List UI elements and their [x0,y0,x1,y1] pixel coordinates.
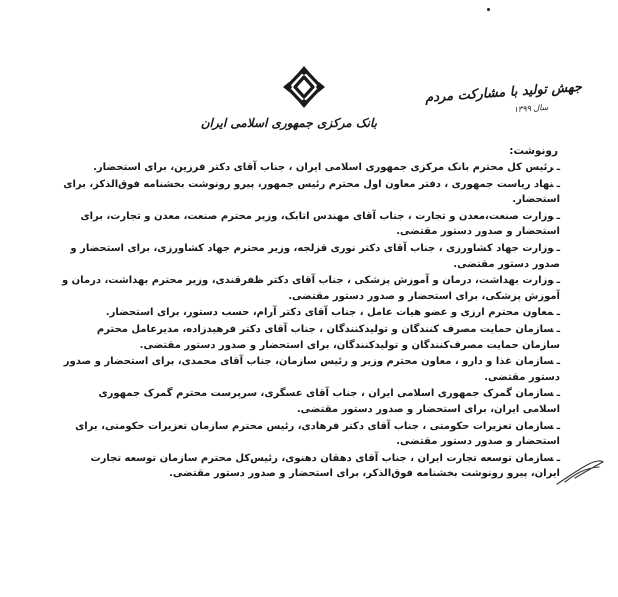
slogan-year: سال ۱۳۹۹ [513,102,549,115]
list-item: ـسازمان گمرک جمهوری اسلامی ایران ، جناب آقای عسگری، سرپرست محترم گمرک جمهوری اسلامی ایران، برای استحضار و صدور دستور مقتضی. [98,388,560,415]
cc-title: رونوشت: [509,145,558,157]
central-bank-logo-icon [283,66,325,112]
recipients-list [60,160,560,483]
list-item: ـوزارت صنعت،معدن و تجارت ، جناب آقای مهندس اتابک، وزیر محترم صنعت، معدن و تجارت، برای استحضار و صدور دستور مقتضی. [80,210,560,238]
list-item: ـرئیس کل محترم بانک مرکزی جمهوری اسلامی ایران ، جناب آقای دکتر فرزین، برای استحضار. [93,162,560,173]
list-item: ـوزارت بهداشت، درمان و آموزش پزشکی ، جناب آقای دکتر ظفرقندی، وزیر محترم بهداشت، درمان و آموزش پزشکی، برای استحضار و صدور دستور مقتضی. [61,275,560,302]
slogan: جهش تولید با مشارکت مردم [424,79,583,106]
list-item: ـسازمان تعزیرات حکومتی ، جناب آقای دکتر فرهادی، رئیس محترم سازمان تعزیرات حکومتی، برای استحضار و صدور دستور مقتضی. [75,420,560,448]
bank-name: بانک مرکزی جمهوری اسلامی ایران [200,116,377,130]
list-item: ـسازمان حمایت مصرف کنندگان و تولیدکنندگان ، جناب آقای دکتر فرهیدزاده، مدیرعامل محترم سازمان حمایت مصرف‌کنندگان و تولیدکنندگان، برای استحضار و صدور دستور مقتضی. [96,323,560,351]
list-item: ـمعاون محترم ارزی و عضو هیات عامل ، جناب آقای دکتر آرام، حسب دستور، برای استحضار. [105,307,560,319]
ink-dot [487,8,490,11]
handwritten-signature-icon [555,458,605,488]
list-item: ـسازمان توسعه تجارت ایران ، جناب آقای دهقان دهنوی، رئیس‌کل محترم سازمان توسعه تجارت ایران، پیرو رونوشت بخشنامه فوق‌الذکر، برای استحضار و صدور دستور مقتضی. [90,452,560,480]
list-item: ـسازمان غذا و دارو ، معاون محترم وزیر و رئیس سازمان، جناب آقای محمدی، برای استحضار و صدور دستور مقتضی. [63,356,560,383]
list-item: ـوزارت جهاد کشاورزی ، جناب آقای دکتر نوری قزلجه، وزیر محترم جهاد کشاورزی، برای استحضار و صدور دستور مقتضی. [70,242,560,270]
list-item: ـنهاد ریاست جمهوری ، دفتر معاون اول محترم رئیس جمهور، پیرو رونوشت بخشنامه فوق‌الذکر، برای استحضار. [63,178,560,206]
